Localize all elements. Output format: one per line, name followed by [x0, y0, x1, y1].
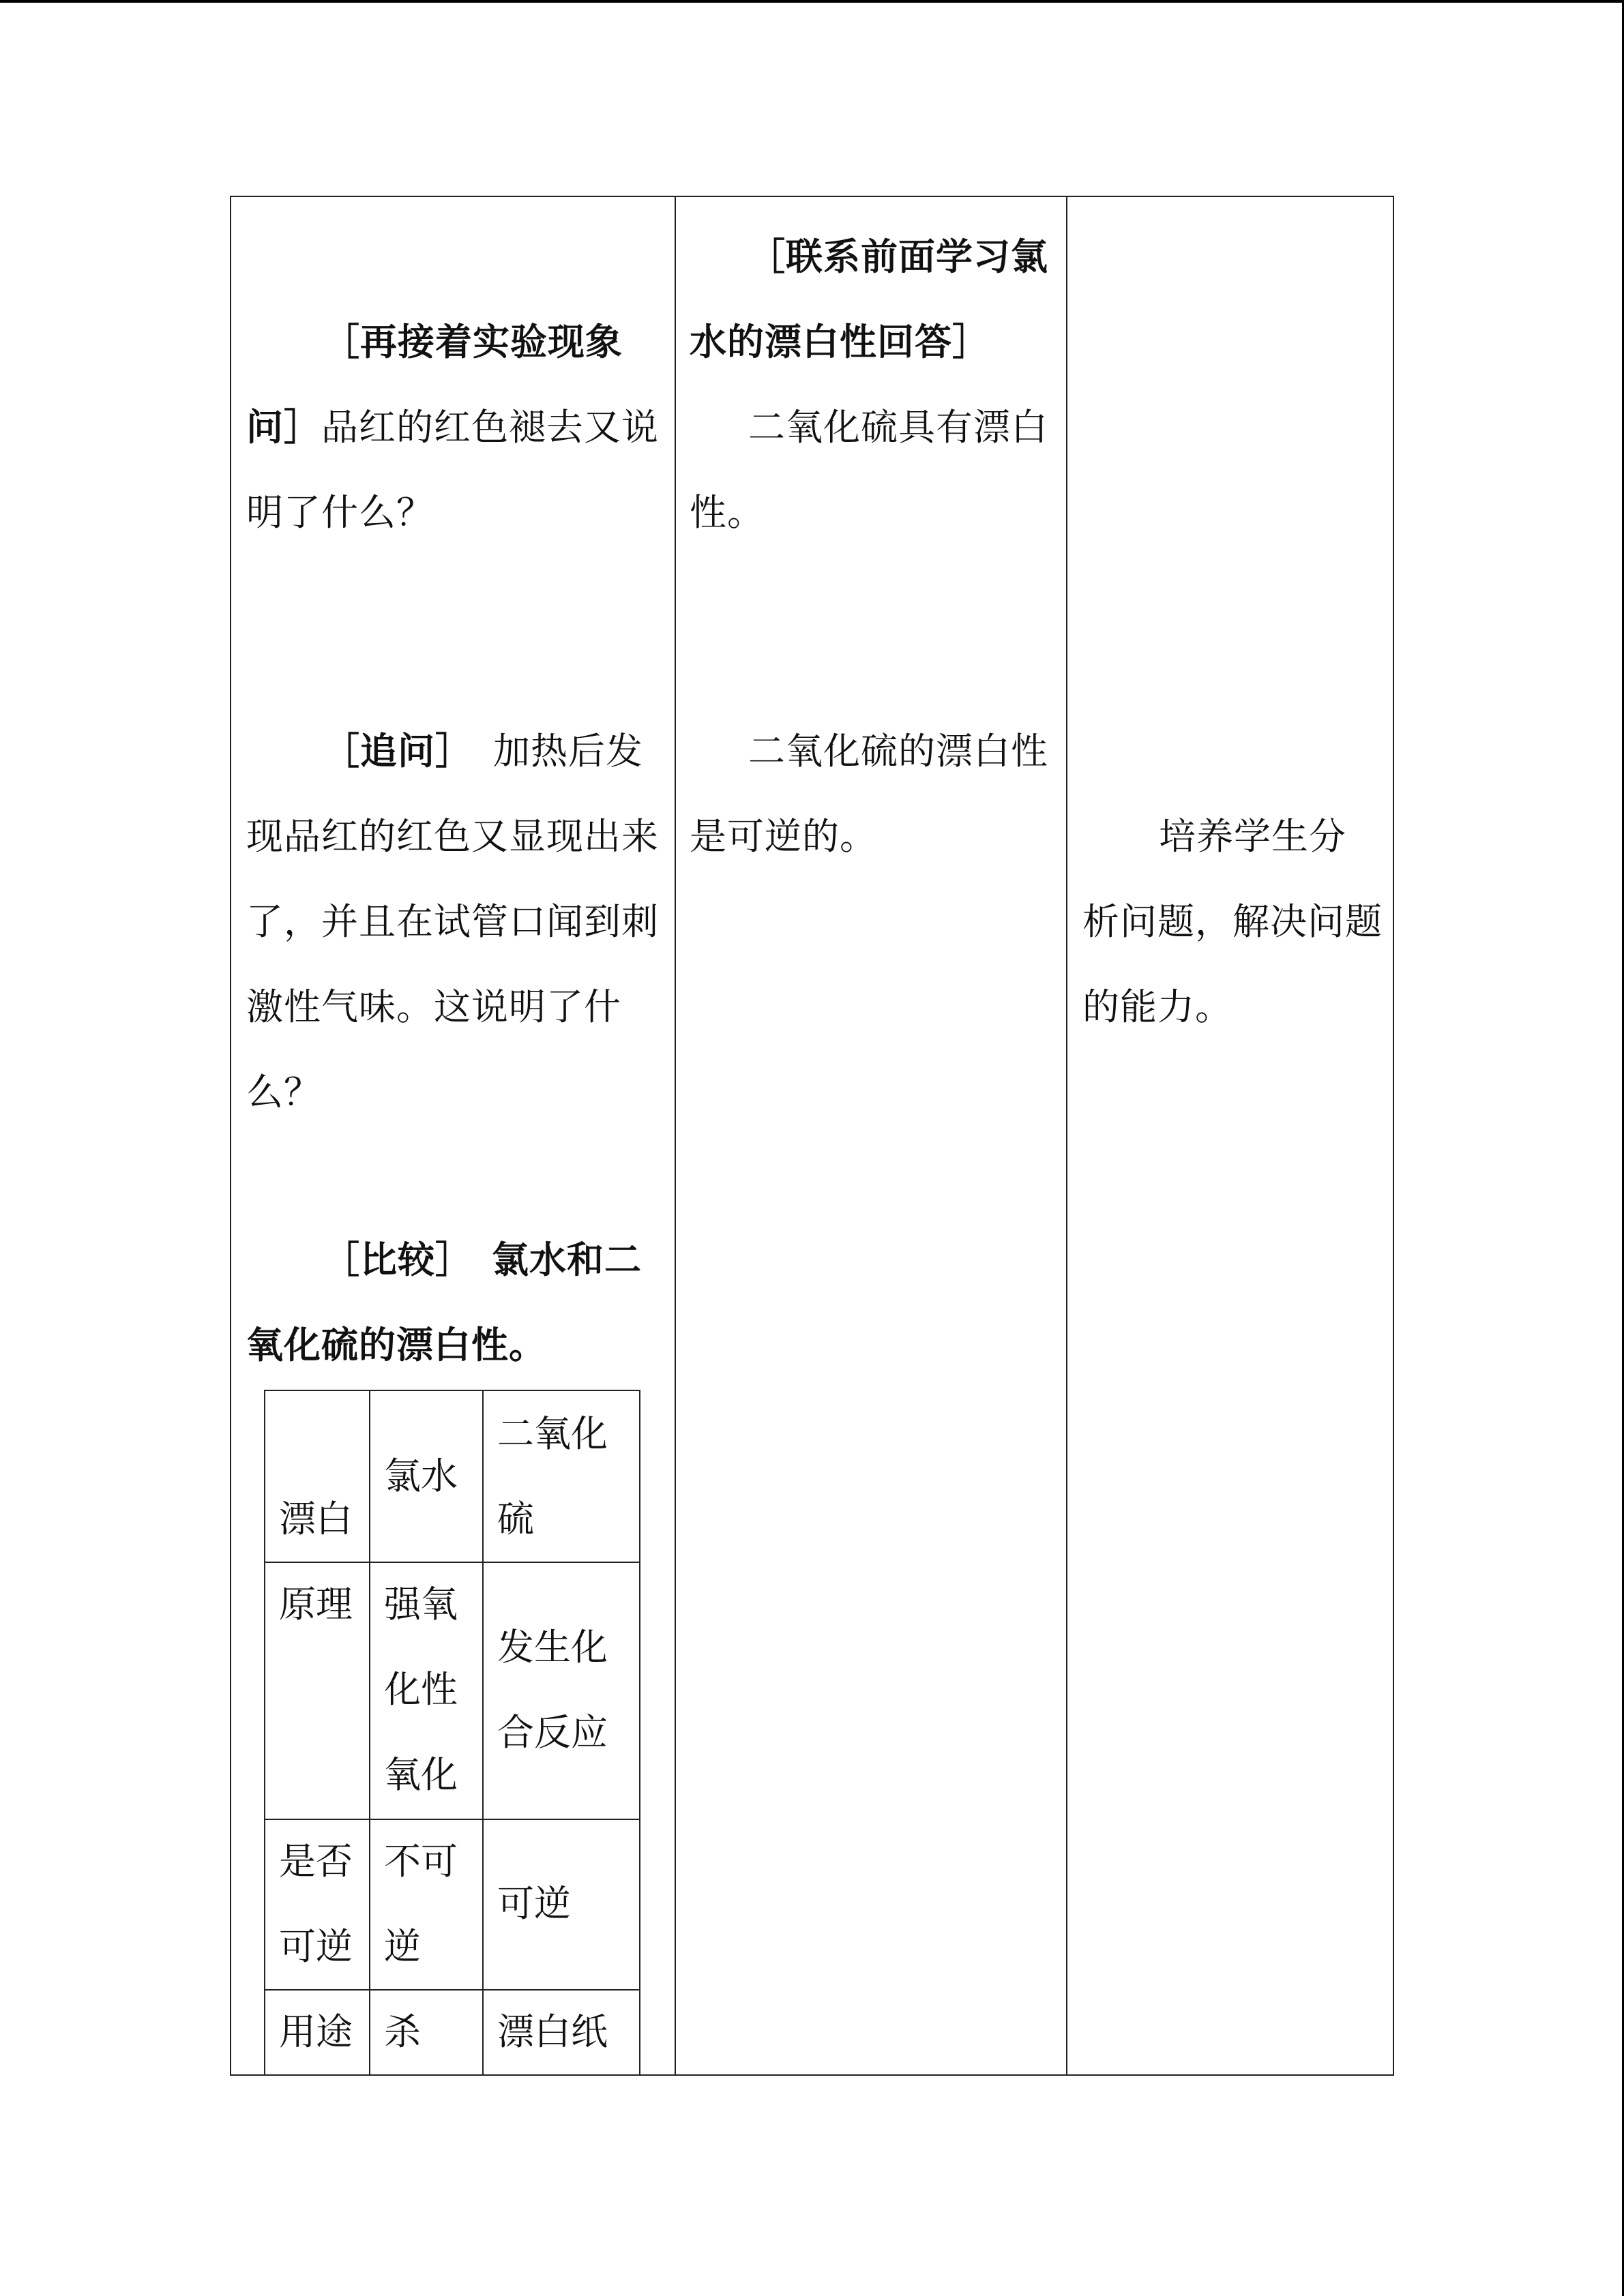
row-usage-so2: 漂白纸: [497, 2010, 608, 2053]
row-usage-label: 用途: [279, 2010, 353, 2053]
comparison-table-vline-1: [369, 1391, 370, 2074]
row-usage-chlorine: 杀: [384, 2010, 421, 2053]
row-bleach-principle-so2: 发生化合反应: [497, 1626, 608, 1754]
teacher-question-1-text: 品红的红色褪去又说明了什么？: [246, 406, 659, 534]
row-bleach-principle-chlorine: 强氧化性氧化: [384, 1583, 458, 1796]
teacher-question-1: [246, 299, 670, 555]
column-divider-1: [675, 197, 676, 2074]
row-reversible-chlorine: 不可逆: [384, 1840, 458, 1968]
comparison-table: [264, 1390, 640, 2074]
teacher-followup-text: 加热后发现品红的红色又显现出来了，并且在试管口闻到刺激性气味。这说明了什么？: [246, 730, 659, 1114]
page-top-border: [0, 0, 1624, 3]
student-answer-2: 二氧化硫的漂白性是可逆的。: [690, 730, 1048, 858]
student-answer-1: 二氧化硫具有漂白性。: [690, 406, 1048, 534]
row-reversible-so2: 可逆: [497, 1882, 571, 1925]
header-chlorine-water: 氯水: [384, 1455, 458, 1497]
row-bleach-principle-label: 漂白原理: [279, 1497, 353, 1626]
lesson-plan-table: [230, 196, 1394, 2076]
student-answer-context: ［联系前面学习氯水的漂白性回答］: [690, 235, 1048, 363]
header-sulfur-dioxide: 二氧化硫: [497, 1412, 608, 1540]
column-divider-2: [1066, 197, 1067, 2074]
comparison-heading: ［比较］ 氯水和二氧化硫的漂白性。: [246, 1238, 642, 1367]
teacher-question-1-label: ［再接着实验现象问］: [246, 320, 623, 449]
design-intent-text: 培养学生分析问题，解决问题的能力。: [1082, 815, 1383, 1028]
row-reversible-label: 是否可逆: [279, 1840, 353, 1968]
teacher-followup-label: ［追问］: [323, 729, 473, 773]
teacher-followup-question: [246, 709, 670, 1135]
comparison-table-vline-2: [482, 1391, 484, 2074]
